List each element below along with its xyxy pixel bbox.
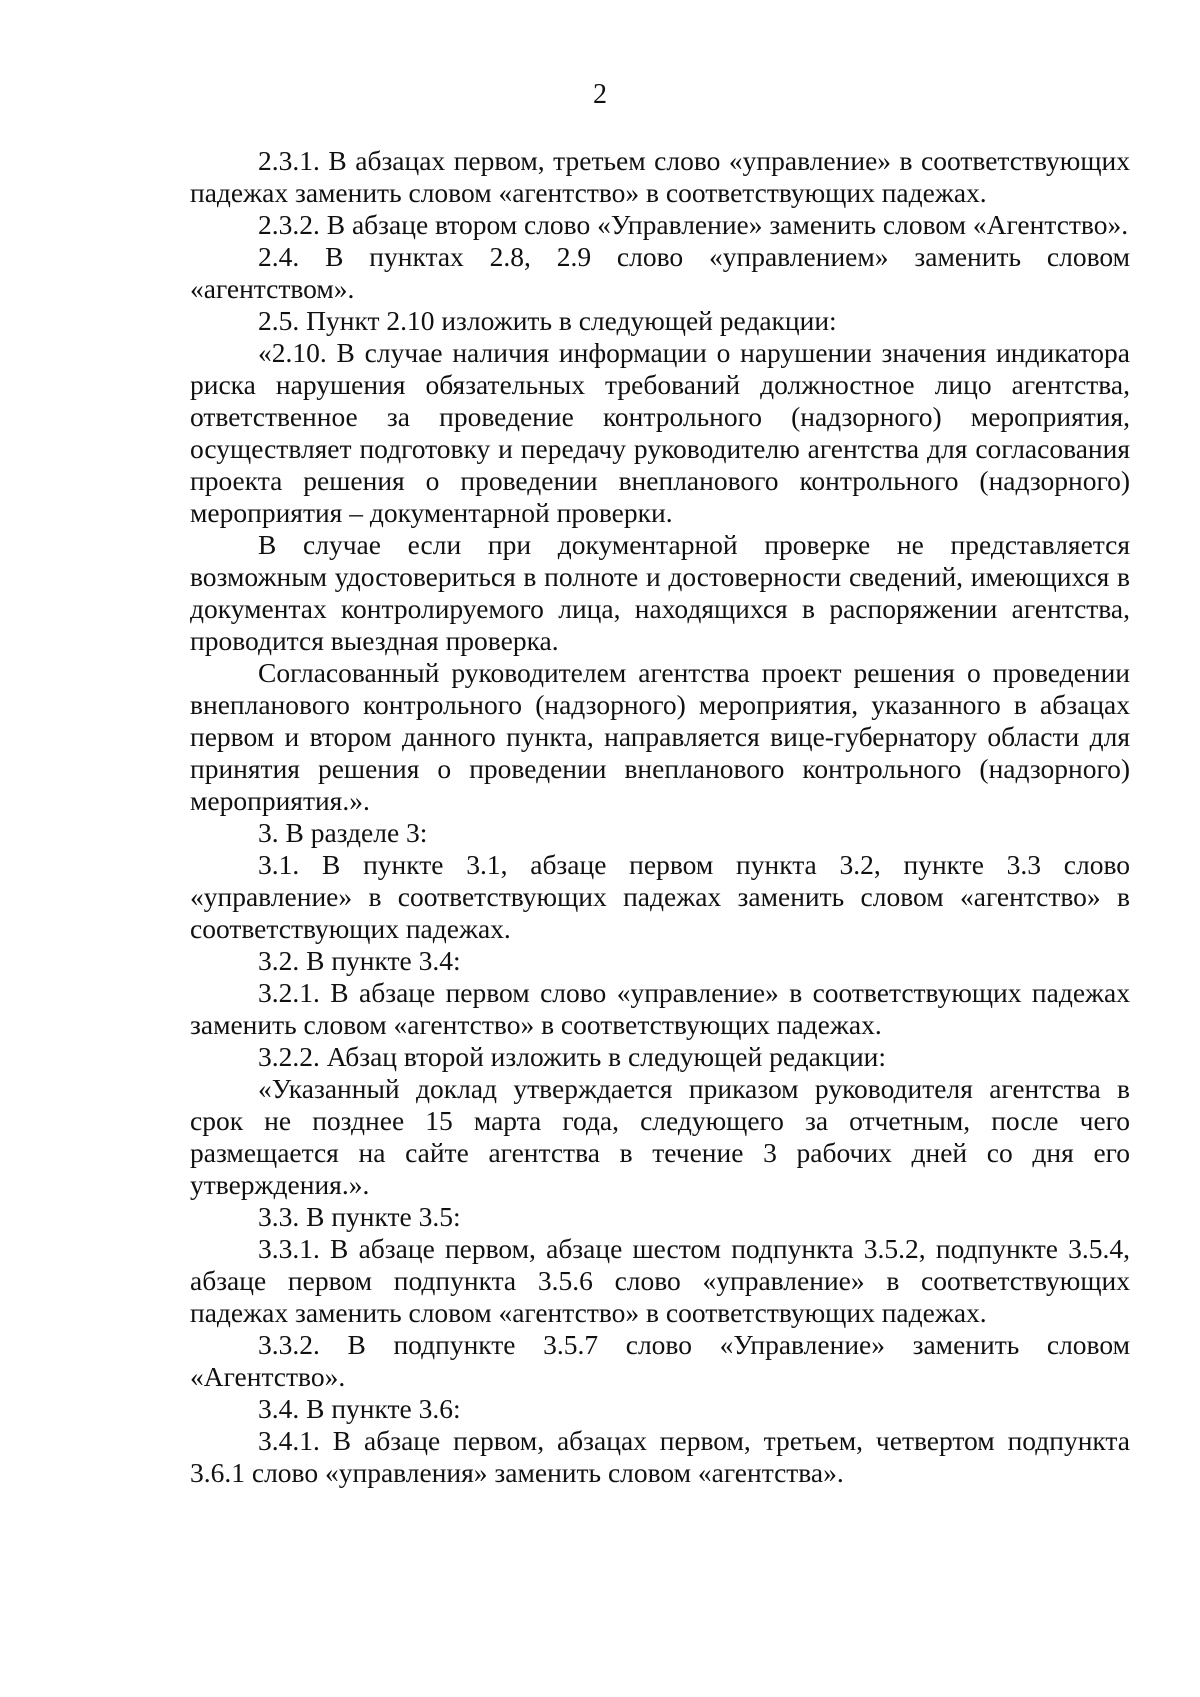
page-number: 2 (593, 79, 607, 110)
paragraph-3-2-1: 3.2.1. В абзаце первом слово «управление» в соответствующих падежах заменить словом «агентство» в соответствующих падежах. (190, 977, 1130, 1040)
paragraph-3-2: 3.2. В пункте 3.4: (258, 945, 461, 976)
paragraph-3-2-2: 3.2.2. Абзац второй изложить в следующей редакции: (258, 1041, 887, 1072)
paragraph-approved-decision: Согласованный руководителем агентства проект решения о проведении внепланового контрольного (надзорного) мероприятия, указанного в абзацах первом и втором данного пункта, направляется вице-губернатору области для принятия решения о проведении внепланового контрольного (надзорного) мероприятия.». (190, 657, 1130, 816)
document-body (190, 145, 1130, 1489)
paragraph-3: 3. В разделе 3: (258, 817, 428, 848)
paragraph-3-4-1: 3.4.1. В абзаце первом, абзацах первом, третьем, четвертом подпункта 3.6.1 слово «управления» заменить словом «агентства». (190, 1425, 1130, 1488)
paragraph-3-3-1: 3.3.1. В абзаце первом, абзаце шестом подпункта 3.5.2, подпункте 3.5.4, абзаце первом подпункта 3.5.6 слово «управление» в соответствующих падежах заменить словом «агентство» в соответствующих падежах. (190, 1233, 1130, 1328)
paragraph-field-inspection: В случае если при документарной проверке не представляется возможным удостовериться в полноте и достоверности сведений, имеющихся в документах контролируемого лица, находящихся в распоряжении агентства, проводится выездная проверка. (190, 529, 1130, 656)
paragraph-2-3-2: 2.3.2. В абзаце втором слово «Управление» заменить словом «Агентство». (258, 209, 1129, 240)
paragraph-3-3: 3.3. В пункте 3.5: (258, 1201, 461, 1232)
paragraph-2-10-quote: «2.10. В случае наличия информации о нарушении значения индикатора риска нарушения обязательных требований должностное лицо агентства, ответственное за проведение контрольного (надзорного) мероприятия, осуществляет подготовку и передачу руководителю агентства для согласования проекта решения о проведении внепланового контрольного (надзорного) мероприятия – документарной проверки. (190, 337, 1130, 528)
paragraph-2-5: 2.5. Пункт 2.10 изложить в следующей редакции: (258, 305, 837, 336)
paragraph-3-1: 3.1. В пункте 3.1, абзаце первом пункта 3.2, пункте 3.3 слово «управление» в соответствующих падежах заменить словом «агентство» в соответствующих падежах. (190, 849, 1130, 944)
paragraph-3-4: 3.4. В пункте 3.6: (258, 1393, 461, 1424)
paragraph-2-3-1: 2.3.1. В абзацах первом, третьем слово «управление» в соответствующих падежах заменить словом «агентство» в соответствующих падежах. (190, 145, 1130, 208)
paragraph-2-4: 2.4. В пунктах 2.8, 2.9 слово «управлением» заменить словом «агентством». (190, 241, 1130, 304)
paragraph-report-quote: «Указанный доклад утверждается приказом руководителя агентства в срок не позднее 15 марта года, следующего за отчетным, после чего размещается на сайте агентства в течение 3 рабочих дней со дня его утверждения.». (190, 1073, 1130, 1200)
paragraph-3-3-2: 3.3.2. В подпункте 3.5.7 слово «Управление» заменить словом «Агентство». (190, 1329, 1130, 1392)
